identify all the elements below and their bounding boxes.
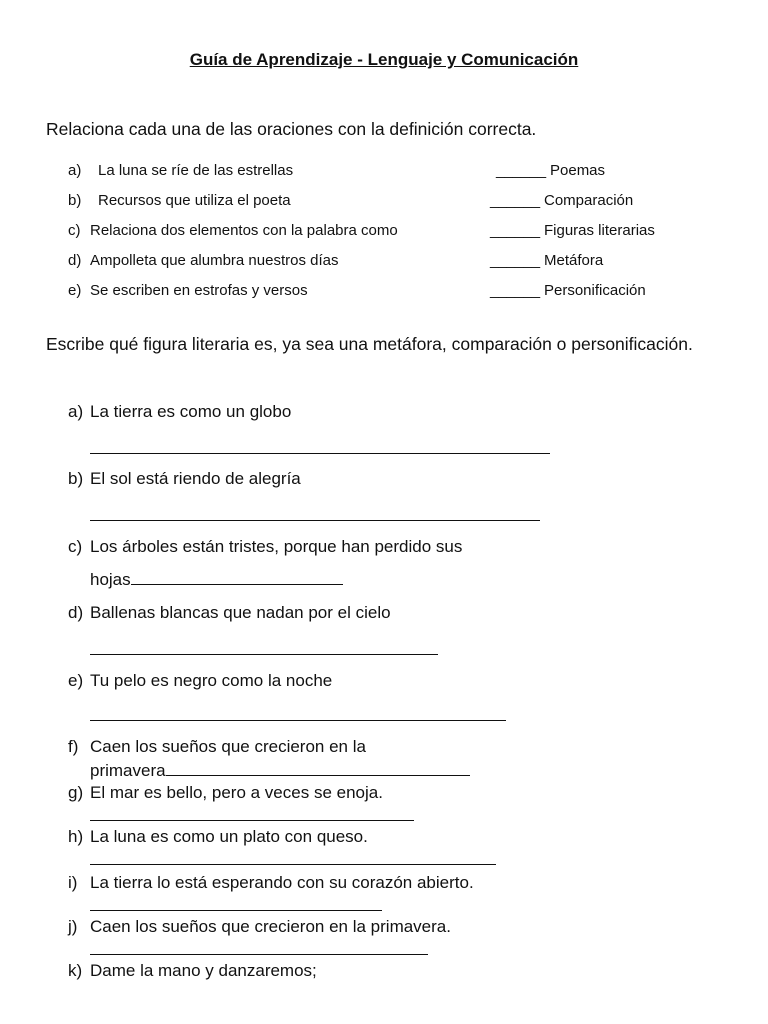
question-item	[68, 915, 728, 938]
answer-blank[interactable]: ______	[490, 252, 541, 269]
match-item	[68, 252, 708, 274]
item-letter: b)	[68, 469, 84, 488]
question-item	[68, 400, 728, 423]
item-sentence: Tu pelo es negro como la noche	[90, 671, 333, 690]
match-item	[68, 282, 708, 304]
answer-line[interactable]	[90, 864, 496, 865]
item-letter: g)	[68, 783, 84, 802]
answer-blank[interactable]: ______	[490, 222, 541, 239]
item-sentence: El sol está riendo de alegría	[90, 469, 301, 488]
continuation-text: hojas	[90, 570, 131, 589]
item-letter: e)	[68, 282, 82, 299]
question-item	[68, 669, 728, 692]
answer-line[interactable]	[166, 759, 470, 776]
section1-instruction: Relaciona cada una de las oraciones con la definición correcta.	[46, 119, 537, 139]
item-definition: Metáfora	[544, 252, 604, 269]
item-letter: a)	[68, 162, 82, 179]
item-letter: i)	[68, 873, 78, 892]
answer-line[interactable]	[90, 954, 428, 955]
item-sentence: Caen los sueños que crecieron en la primavera.	[90, 917, 451, 936]
item-sentence: La tierra es como un globo	[90, 402, 292, 421]
question-item	[68, 601, 728, 624]
item-sentence: Se escriben en estrofas y versos	[90, 282, 308, 299]
item-letter: f)	[68, 737, 79, 756]
item-sentence: Ampolleta que alumbra nuestros días	[90, 252, 339, 269]
answer-line[interactable]	[90, 910, 382, 911]
section2-instruction: Escribe qué figura literaria es, ya sea una metáfora, comparación o personificación.	[46, 334, 693, 354]
answer-line[interactable]	[90, 654, 438, 655]
answer-blank[interactable]: ______	[490, 192, 541, 209]
item-letter: k)	[68, 961, 83, 980]
question-continuation	[90, 759, 470, 782]
item-sentence: Ballenas blancas que nadan por el cielo	[90, 603, 391, 622]
item-letter: d)	[68, 603, 84, 622]
match-item	[68, 222, 708, 244]
question-item	[68, 825, 728, 848]
item-letter: e)	[68, 671, 84, 690]
match-item	[68, 162, 708, 184]
item-letter: a)	[68, 402, 84, 421]
item-sentence: Los árboles están tristes, porque han perdido sus	[90, 537, 463, 556]
item-letter: c)	[68, 537, 83, 556]
answer-line[interactable]	[90, 820, 414, 821]
question-item	[68, 735, 728, 758]
item-sentence: La tierra lo está esperando con su corazón abierto.	[90, 873, 474, 892]
item-sentence: La luna es como un plato con queso.	[90, 827, 368, 846]
item-sentence: La luna se ríe de las estrellas	[98, 162, 294, 179]
item-definition: Comparación	[544, 192, 634, 209]
item-sentence: Relaciona dos elementos con la palabra como	[90, 222, 398, 239]
item-letter: d)	[68, 252, 82, 269]
question-item	[68, 467, 728, 490]
question-continuation	[90, 568, 343, 591]
item-sentence: El mar es bello, pero a veces se enoja.	[90, 783, 383, 802]
item-sentence: Dame la mano y danzaremos;	[90, 961, 317, 980]
item-definition: Figuras literarias	[544, 222, 655, 239]
item-sentence: Caen los sueños que crecieron en la	[90, 737, 366, 756]
question-item	[68, 535, 728, 558]
match-item	[68, 192, 708, 214]
question-item	[68, 871, 728, 894]
item-sentence: Recursos que utiliza el poeta	[98, 192, 291, 209]
continuation-text: primavera	[90, 761, 166, 780]
item-letter: b)	[68, 192, 82, 209]
item-definition: Personificación	[544, 282, 646, 299]
item-letter: c)	[68, 222, 81, 239]
item-letter: h)	[68, 827, 84, 846]
answer-blank[interactable]: ______	[496, 162, 547, 179]
question-item	[68, 959, 728, 982]
question-item	[68, 781, 728, 804]
answer-line[interactable]	[90, 520, 540, 521]
answer-line[interactable]	[90, 720, 506, 721]
item-definition: Poemas	[550, 162, 606, 179]
page-title: Guía de Aprendizaje - Lenguaje y Comunicación	[189, 50, 579, 69]
answer-line[interactable]	[90, 453, 550, 454]
answer-blank[interactable]: ______	[490, 282, 541, 299]
answer-line[interactable]	[131, 568, 343, 585]
item-letter: j)	[68, 917, 78, 936]
